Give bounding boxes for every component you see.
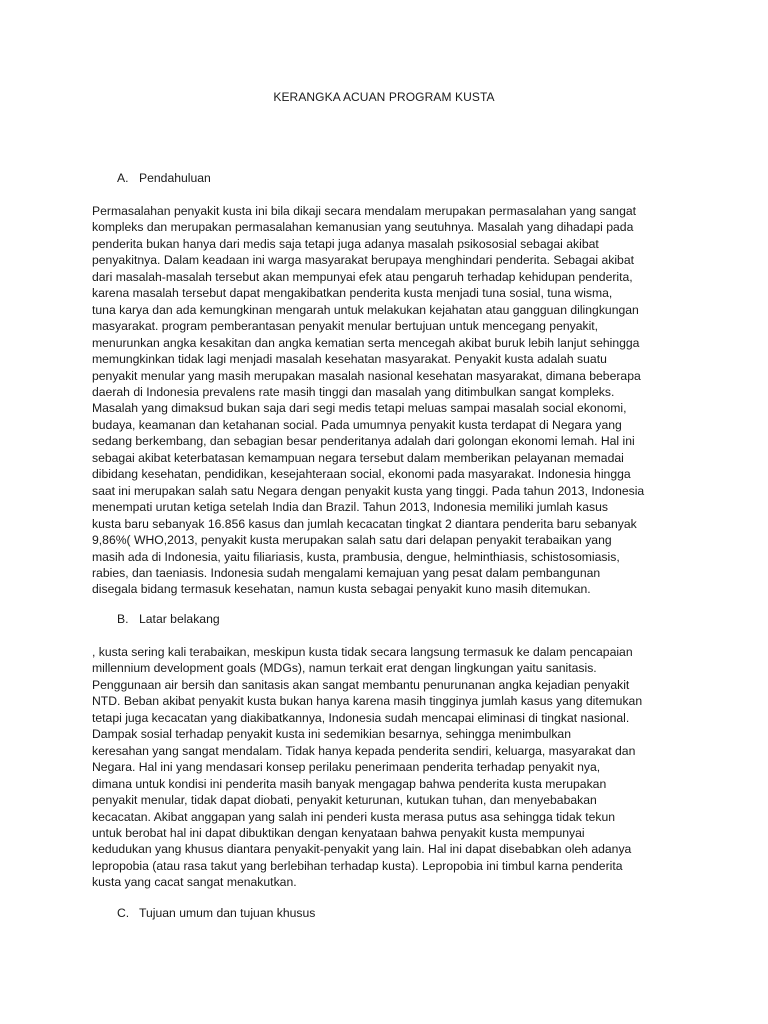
paragraph-line: kecacatan. Akibat anggapan yang salah ini penderi kusta merasa putus asa sehingga tidak tekun [92, 809, 616, 824]
paragraph-line: penyakit menular yang masih merupakan masalah nasional kesehatan masyarakat, dimana beberapa [92, 368, 641, 383]
paragraph-line: menurunkan angka kesakitan dan angka kematian serta mencegah akibat buruk lebih lanjut sehingga [92, 335, 640, 350]
paragraph-line: rabies, dan taeniasis. Indonesia sudah mengalami kemajuan yang pesat dalam pembangunan [92, 565, 601, 580]
paragraph-line: budaya, keamanan dan ketahanan social. Pada umumnya penyakit kusta terdapat di Negara yang [92, 417, 622, 432]
paragraph-line: kusta yang cacat sangat menakutkan. [92, 875, 297, 890]
paragraph-line: kedudukan yang khusus diantara penyakit-penyakit yang lain. Hal ini dapat disebabkan oleh adanya [92, 842, 632, 857]
paragraph-line: masyarakat. program pemberantasan penyakit menular bertujuan untuk mencegang penyakit, [92, 319, 599, 334]
paragraph-line: penyakit menular, tidak dapat diobati, penyakit keturunan, kutukan tuhan, dan menyebabakan [92, 793, 597, 808]
paragraph-line: karena masalah tersebut dapat mengakibatkan penderita kusta menjadi tuna sosial, tuna wisma, [92, 286, 613, 301]
paragraph-line: disegala bidang termasuk kesehatan, namun kusta sebagai penyakit kuno masih ditemukan. [92, 582, 591, 597]
paragraph-line: dari masalah-masalah tersebut akan mempunyai efek atau pengaruh terhadap kehidupan penderita, [92, 269, 633, 284]
paragraph-line: dibidang kesehatan, pendidikan, kesejahteraan social, ekonomi pada masyarakat. Indonesia hingga [92, 467, 631, 482]
section-number: C. [117, 906, 130, 920]
section-title: Pendahuluan [139, 171, 211, 185]
paragraph-line: Permasalahan penyakit kusta ini bila dikaji secara mendalam merupakan permasalahan yang sangat [92, 204, 637, 218]
paragraph-line: Negara. Hal ini yang mendasari konsep perilaku penerimaan penderita terhadap penyakit nya, [92, 760, 601, 775]
section-heading-b [117, 612, 220, 626]
section-heading-c [117, 906, 315, 920]
paragraph-line: menempati urutan ketiga setelah India dan Brazil. Tahun 2013, Indonesia memiliki jumlah kasus [92, 500, 609, 515]
paragraph-line: Masalah yang dimaksud bukan saja dari segi medis tetapi meluas sampai masalah social ekonomi, [92, 401, 627, 416]
paragraph-pendahuluan [92, 203, 678, 598]
paragraph-line: NTD. Beban akibat penyakit kusta bukan hanya karena masih tingginya jumlah kasus yang ditemukan [92, 694, 643, 709]
paragraph-line: sebagai akibat keterbatasan kemampuan negara tersebut dalam memberikan pelayanan memadai [92, 450, 624, 465]
paragraph-line: tetapi juga kecacatan yang diakibatkannya, Indonesia sudah mencapai eliminasi di tingkat nasional. [92, 710, 630, 725]
paragraph-line: kusta baru sebanyak 16.856 kasus dan jumlah kecacatan tingkat 2 diantara penderita baru sebanyak [92, 516, 637, 531]
paragraph-line: dimana untuk kondisi ini penderita masih banyak mengagap bahwa penderita kusta merupakan [92, 776, 607, 791]
paragraph-line: Dampak sosial terhadap penyakit kusta ini sedemikian besarnya, sehingga menimbulkan [92, 727, 571, 742]
section-number: B. [117, 612, 129, 626]
paragraph-line: lepropobia (atau rasa takut yang berlebihan terhadap kusta). Lepropobia ini timbul karna penderita [92, 858, 623, 873]
section-number: A. [117, 171, 129, 185]
paragraph-line: sedang berkembang, dan sebagian besar penderitanya adalah dari golongan ekonomi lemah. Hal ini [92, 434, 635, 449]
paragraph-line: daerah di Indonesia prevalens rate masih tinggi dan masalah yang ditimbulkan sangat kompleks. [92, 384, 615, 399]
section-title: Latar belakang [139, 612, 220, 626]
section-heading-a [117, 171, 211, 185]
paragraph-line: untuk berobat hal ini dapat dibuktikan dengan kenyataan bahwa penyakit kusta mempunyai [92, 825, 585, 840]
paragraph-line: kompleks dan merupakan permasalahan kemanusian yang seutuhnya. Masalah yang dihadapi pada [92, 220, 634, 235]
paragraph-line: penyakitnya. Dalam keadaan ini warga masyarakat berupaya menghindari penderita. Sebagai akibat [92, 253, 634, 268]
paragraph-line: penderita bukan hanya dari medis saja tetapi juga adanya masalah psikososial sebagai akibat [92, 236, 599, 251]
section-title: Tujuan umum dan tujuan khusus [139, 906, 316, 920]
paragraph-line: Penggunaan air bersih dan sanitasis akan sangat membantu penurunanan angka kejadian penyakit [92, 677, 630, 692]
paragraph-line: saat ini merupakan salah satu Negara dengan penyakit kusta yang tinggi. Pada tahun 2013, Indonesia [92, 483, 645, 498]
document-title: KERANGKA ACUAN PROGRAM KUSTA [273, 90, 495, 104]
paragraph-line: masih ada di Indonesia, yaitu filiariasis, kusta, prambusia, dengue, helminthiasis, schistosomiasis, [92, 549, 620, 564]
paragraph-line: 9,86%( WHO,2013, penyakit kusta merupakan salah satu dari delapan penyakit terabaikan yang [92, 533, 612, 548]
paragraph-latar-belakang [92, 644, 678, 891]
paragraph-line: tuna karya dan ada kemungkinan mengarah untuk melakukan kejahatan atau gangguan dilingkungan [92, 302, 639, 317]
paragraph-line: , kusta sering kali terabaikan, meskipun kusta tidak secara langsung termasuk ke dalam pencapaian [92, 645, 633, 659]
paragraph-line: keresahan yang sangat mendalam. Tidak hanya kepada penderita sendiri, keluarga, masyarakat dan [92, 743, 636, 758]
paragraph-line: memungkinkan tidak lagi menjadi masalah kesehatan masyarakat. Penyakit kusta adalah suatu [92, 352, 607, 367]
paragraph-line: millennium development goals (MDGs), namun terkait erat dengan lingkungan yaitu sanitasis. [92, 661, 597, 676]
